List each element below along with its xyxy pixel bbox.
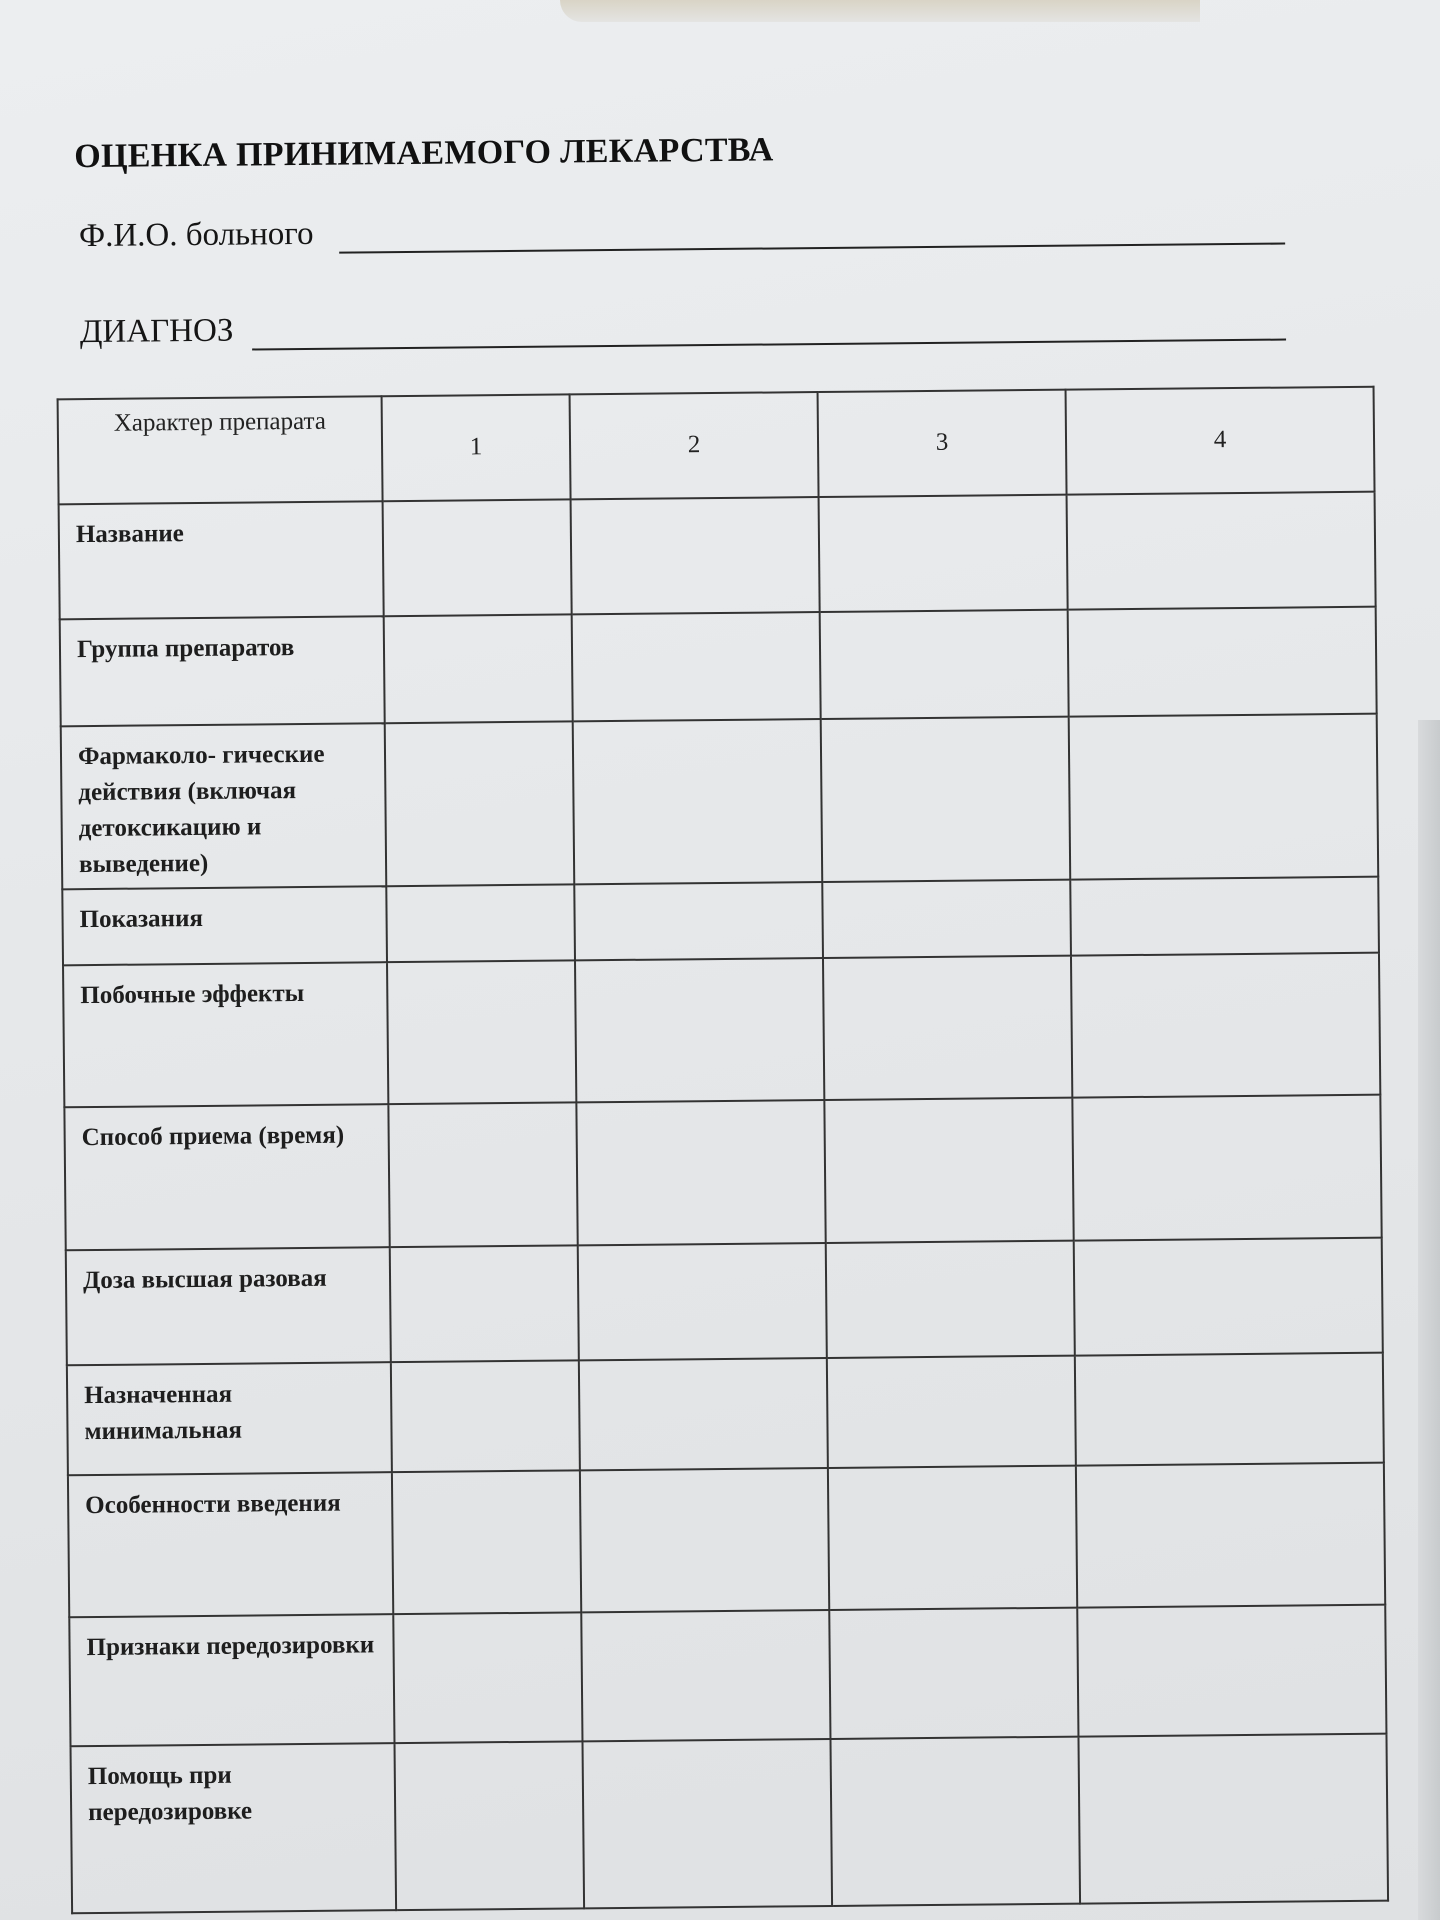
row-label-indications: Показания <box>62 886 387 966</box>
table-cell[interactable] <box>827 1355 1076 1468</box>
table-cell[interactable] <box>1074 1237 1383 1355</box>
table-cell[interactable] <box>383 499 572 616</box>
table-row <box>69 1604 1386 1746</box>
document-title: ОЦЕНКА ПРИНИМАЕМОГО ЛЕКАРСТВА <box>74 131 774 176</box>
table-row <box>60 606 1377 725</box>
table-cell[interactable] <box>384 614 573 723</box>
drug-assessment-table <box>57 386 1389 1915</box>
table-cell[interactable] <box>1076 1463 1385 1607</box>
table-cell[interactable] <box>820 609 1069 718</box>
row-label-pharmacological-action: Фармаколо- гические действия (включая детоксикацию и выведение) <box>61 723 387 889</box>
row-label-overdose-help: Помощь при передозировке <box>71 1743 397 1914</box>
table-cell[interactable] <box>826 1240 1075 1357</box>
table-cell[interactable] <box>822 879 1071 958</box>
table-cell[interactable] <box>390 1245 579 1362</box>
row-label-drug-group: Группа препаратов <box>60 616 385 726</box>
table-cell[interactable] <box>1071 953 1380 1097</box>
row-label-overdose-signs: Признаки передозировки <box>69 1614 394 1746</box>
table-cell[interactable] <box>580 1468 829 1611</box>
table-row <box>62 877 1379 966</box>
table-cell[interactable] <box>573 719 823 885</box>
table-cell[interactable] <box>1078 1733 1388 1903</box>
table-row <box>59 492 1376 620</box>
diagnosis-line[interactable] <box>252 339 1286 351</box>
table-cell[interactable] <box>821 716 1071 882</box>
table-cell[interactable] <box>582 1739 832 1909</box>
table-row <box>67 1352 1384 1476</box>
row-label-administration-features: Особенности введения <box>68 1473 393 1617</box>
table-row <box>66 1237 1383 1365</box>
header-col-2: 2 <box>570 392 819 499</box>
table-cell[interactable] <box>387 961 576 1104</box>
row-label-prescribed-minimal: Назначенная минимальная <box>67 1362 392 1476</box>
table-cell[interactable] <box>828 1466 1077 1609</box>
table-cell[interactable] <box>581 1610 830 1741</box>
header-col-1: 1 <box>382 394 571 501</box>
table-cell[interactable] <box>571 497 820 614</box>
table-cell[interactable] <box>1067 492 1376 610</box>
table-cell[interactable] <box>575 958 824 1101</box>
table-cell[interactable] <box>393 1612 582 1743</box>
table-cell[interactable] <box>823 956 1072 1099</box>
table-cell[interactable] <box>386 884 575 962</box>
table-row <box>71 1733 1389 1913</box>
table-cell[interactable] <box>1075 1352 1384 1466</box>
patient-name-label: Ф.И.О. больного <box>78 215 314 255</box>
header-row <box>58 387 1375 504</box>
table-cell[interactable] <box>572 612 821 721</box>
row-label-administration-method: Способ приема (время) <box>64 1104 389 1250</box>
table-cell[interactable] <box>388 1102 577 1247</box>
table-cell[interactable] <box>394 1741 584 1910</box>
header-drug-character: Характер препарата <box>58 396 383 504</box>
table-cell[interactable] <box>579 1358 828 1471</box>
table-row <box>68 1463 1385 1617</box>
row-label-name: Название <box>59 501 384 619</box>
table-cell[interactable] <box>824 1097 1073 1242</box>
table-cell[interactable] <box>829 1607 1078 1738</box>
table-cell[interactable] <box>385 721 575 886</box>
patient-name-line[interactable] <box>339 243 1285 254</box>
table-cell[interactable] <box>1069 713 1379 879</box>
row-label-max-single-dose: Доза высшая разовая <box>66 1247 391 1365</box>
table-cell[interactable] <box>830 1736 1080 1906</box>
table-row <box>61 713 1379 889</box>
header-col-4: 4 <box>1066 387 1375 495</box>
row-label-side-effects: Побочные эффекты <box>63 963 388 1107</box>
header-col-3: 3 <box>818 390 1067 497</box>
diagnosis-label: ДИАГНОЗ <box>79 312 234 351</box>
table-cell[interactable] <box>574 882 823 961</box>
table-cell[interactable] <box>576 1100 825 1245</box>
table-cell[interactable] <box>578 1243 827 1360</box>
table-cell[interactable] <box>391 1360 580 1473</box>
table-cell[interactable] <box>1072 1094 1381 1240</box>
table-row <box>63 953 1380 1107</box>
table-cell[interactable] <box>1070 877 1379 957</box>
table-cell[interactable] <box>1068 606 1377 716</box>
table-row <box>64 1094 1381 1250</box>
table-cell[interactable] <box>1077 1604 1386 1736</box>
table-cell[interactable] <box>392 1471 581 1614</box>
table-cell[interactable] <box>819 494 1068 611</box>
